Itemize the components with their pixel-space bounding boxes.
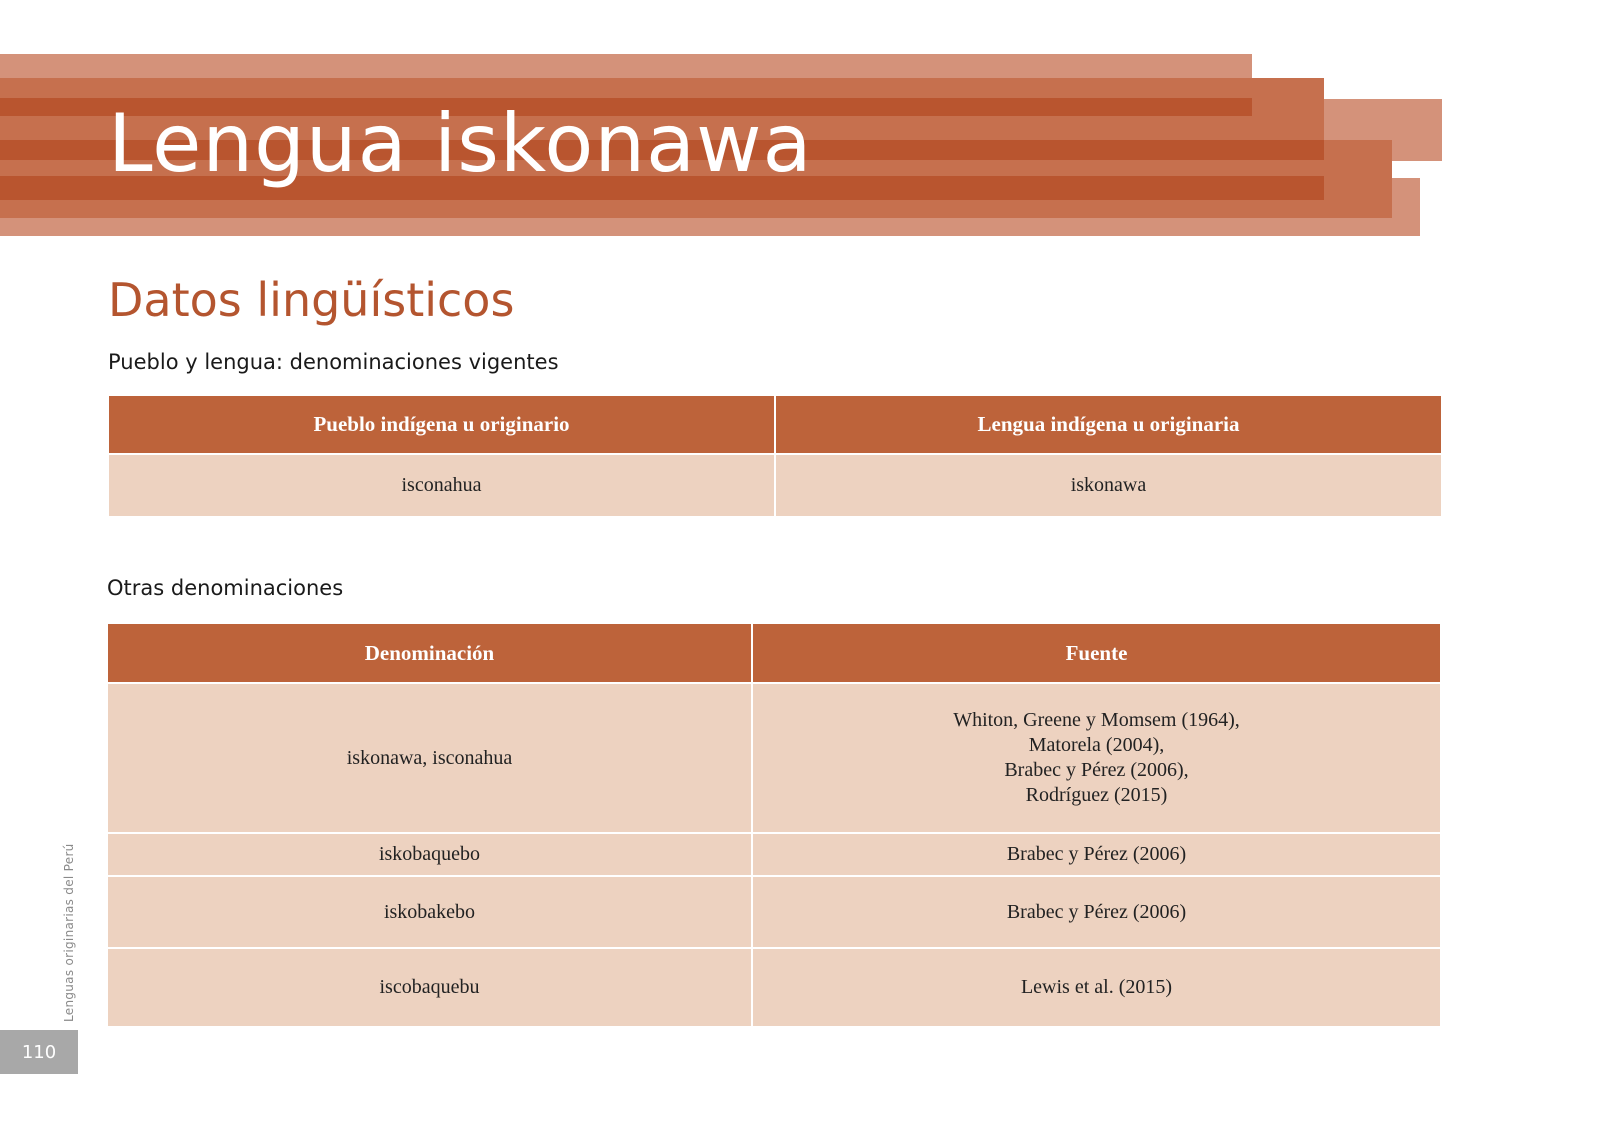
table-row: [109, 454, 1441, 516]
table-header-row: [108, 624, 1440, 683]
source-line: Brabec y Pérez (2006),: [1004, 759, 1189, 781]
source-line: Whiton, Greene y Momsem (1964),: [953, 709, 1240, 731]
other-names-table: [108, 624, 1440, 1026]
people-name-cell: isconahua: [109, 454, 775, 516]
column-header-source: Fuente: [752, 624, 1440, 683]
denomination-cell: iskobakebo: [108, 876, 752, 948]
column-header-language: Lengua indígena u originaria: [775, 396, 1441, 454]
column-header-denomination: Denominación: [108, 624, 752, 683]
table-row: [108, 833, 1440, 876]
header-band: [1392, 178, 1420, 236]
column-header-people: Pueblo indígena u originario: [109, 396, 775, 454]
side-running-title: Lenguas originarias del Perú: [62, 843, 76, 1022]
denomination-cell: iskobaquebo: [108, 833, 752, 876]
table-row: [108, 876, 1440, 948]
source-line: Rodríguez (2015): [1025, 784, 1168, 806]
section-title: Datos lingüísticos: [108, 273, 515, 327]
denomination-cell: iskonawa, isconahua: [108, 683, 752, 833]
source-cell: Lewis et al. (2015): [752, 948, 1440, 1026]
table-row: [108, 683, 1440, 833]
source-cell: Brabec y Pérez (2006): [752, 876, 1440, 948]
language-name-cell: iskonawa: [775, 454, 1441, 516]
current-names-table: [109, 396, 1441, 516]
page-number: 110: [0, 1030, 78, 1074]
page-title: Lengua iskonawa: [108, 97, 813, 190]
denomination-cell: iscobaquebu: [108, 948, 752, 1026]
source-cell: [752, 683, 1440, 833]
other-names-subtitle: Otras denominaciones: [107, 576, 344, 600]
table-row: [108, 948, 1440, 1026]
current-names-subtitle: Pueblo y lengua: denominaciones vigentes: [108, 350, 559, 374]
header-band: [0, 218, 1420, 236]
header-band: [0, 200, 1392, 218]
source-cell: Brabec y Pérez (2006): [752, 833, 1440, 876]
source-line: Matorela (2004),: [1028, 734, 1165, 756]
table-header-row: [109, 396, 1441, 454]
